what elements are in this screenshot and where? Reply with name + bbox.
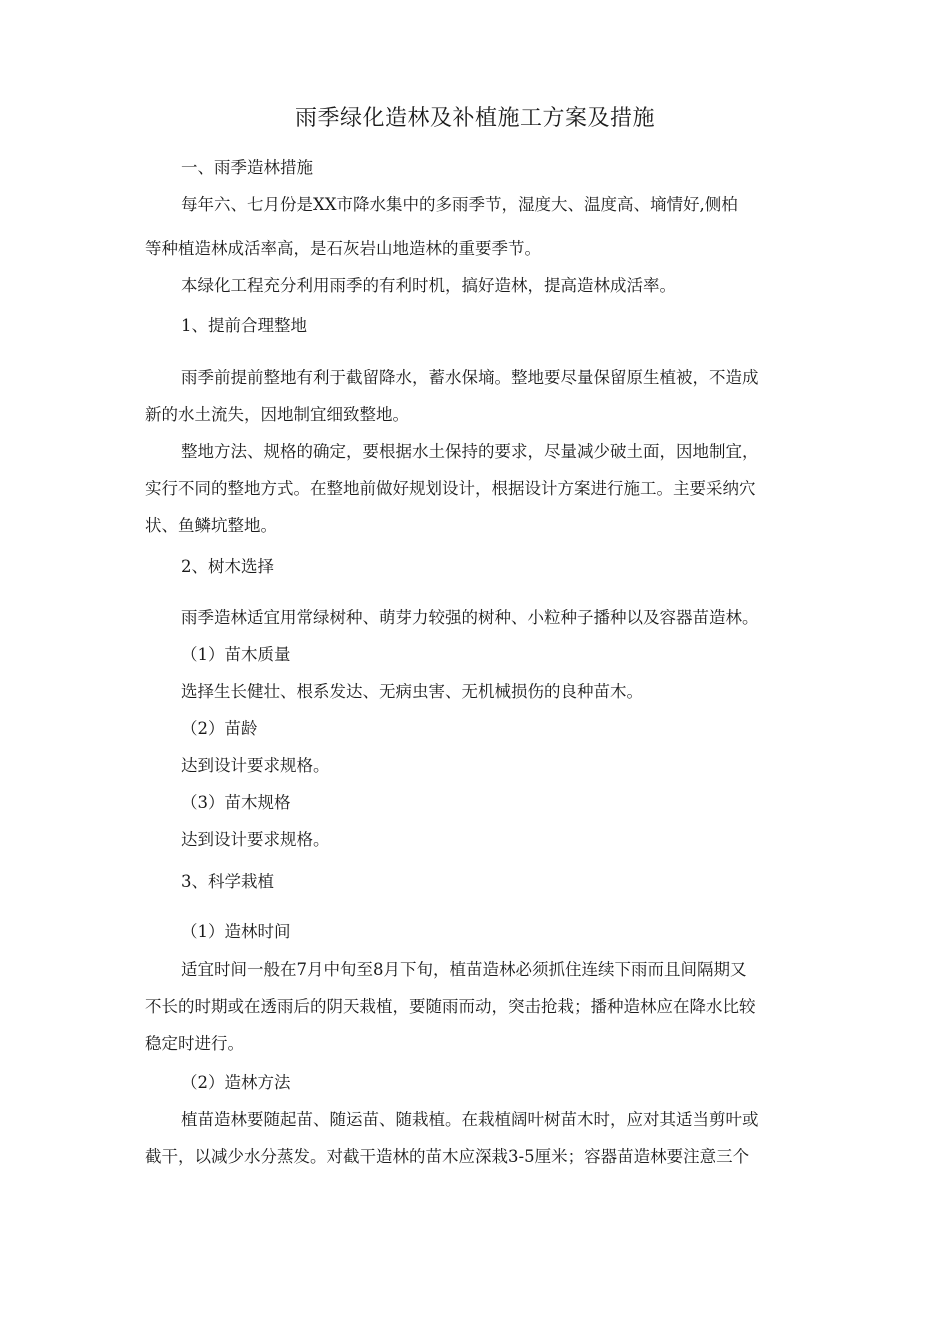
paragraph-line: 不长的时期或在透雨后的阴天栽植，要随雨而动，突击抢栽；播种造林应在降水比较: [145, 997, 756, 1016]
item-heading: （1）苗木质量: [181, 645, 291, 664]
paragraph-line: 达到设计要求规格。: [181, 830, 330, 849]
paragraph-line: 雨季造林适宜用常绿树种、萌芽力较强的树种、小粒种子播种以及容器苗造林。: [181, 608, 759, 627]
paragraph-line: 等种植造林成活率高，是石灰岩山地造林的重要季节。: [145, 239, 541, 258]
paragraph-line: 新的水土流失，因地制宜细致整地。: [145, 405, 409, 424]
paragraph-line: 状、鱼鳞坑整地。: [145, 516, 277, 535]
section-heading: 一、雨季造林措施: [181, 158, 313, 177]
paragraph-line: 本绿化工程充分利用雨季的有利时机，搞好造林，提高造林成活率。: [181, 276, 676, 295]
paragraph-line: 植苗造林要随起苗、随运苗、随栽植。在栽植阔叶树苗木时，应对其适当剪叶或: [181, 1110, 759, 1129]
subsection-heading: 2、树木选择: [181, 557, 274, 576]
subsection-heading: 3、科学栽植: [181, 872, 274, 891]
paragraph-line: 整地方法、规格的确定，要根据水土保持的要求，尽量减少破土面，因地制宜，: [181, 442, 759, 461]
paragraph-line: 适宜时间一般在7月中旬至8月下旬，植苗造林必须抓住连续下雨而且间隔期又: [181, 960, 747, 979]
document-title: 雨季绿化造林及补植施工方案及措施: [294, 106, 655, 131]
item-heading: （2）苗龄: [181, 719, 258, 738]
paragraph-line: 稳定时进行。: [145, 1034, 244, 1053]
paragraph-line: 实行不同的整地方式。在整地前做好规划设计，根据设计方案进行施工。主要采纳穴: [145, 479, 756, 498]
paragraph-line: 达到设计要求规格。: [181, 756, 330, 775]
item-heading: （1）造林时间: [181, 922, 291, 941]
paragraph-line: 雨季前提前整地有利于截留降水，蓄水保墒。整地要尽量保留原生植被，不造成: [181, 368, 759, 387]
paragraph-line: 截干，以减少水分蒸发。对截干造林的苗木应深栽3-5厘米；容器苗造林要注意三个: [145, 1147, 750, 1166]
item-heading: （3）苗木规格: [181, 793, 291, 812]
subsection-heading: 1、提前合理整地: [181, 316, 307, 335]
paragraph-line: 每年六、七月份是XX市降水集中的多雨季节，湿度大、温度高、墒情好,侧柏: [181, 195, 738, 214]
item-heading: （2）造林方法: [181, 1073, 291, 1092]
paragraph-line: 选择生长健壮、根系发达、无病虫害、无机械损伤的良种苗木。: [181, 682, 643, 701]
